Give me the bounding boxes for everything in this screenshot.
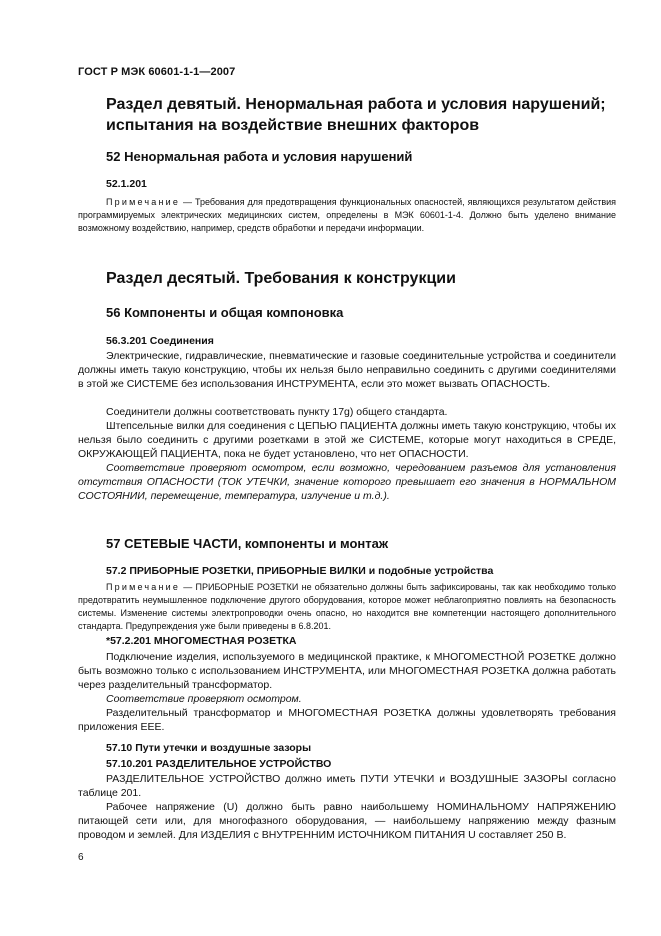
paragraph-text: Соответствие проверяют осмотром. (106, 693, 302, 705)
paragraph-56-1 (78, 349, 616, 391)
part-nine-title (106, 94, 626, 136)
note-label: Примечание (106, 582, 181, 592)
paragraph-text: Штепсельные вилки для соединения с ЦЕПЬЮ ПАЦИЕНТА должны иметь такую конструкцию, чтобы их нельзя было соединить с другими розетками в этой же СИСТЕМЕ, которые могут находиться в СРЕДЕ, ОКРУЖАЮЩЕЙ ПАЦИЕНТА, пока не будет установлено, что нет ОПАСНОСТИ. (78, 420, 616, 460)
paragraph-57-3 (78, 772, 616, 800)
paragraph-56-2 (78, 405, 616, 419)
paragraph-57-2 (78, 706, 616, 734)
document-header: ГОСТ Р МЭК 60601-1-1—2007 (78, 66, 236, 78)
note-text: — Требования для предотвращения функциональных опасностей, являющихся результатом действия программируемых электрических медицинских систем, определены в МЭК 60601-1-4. Должно быть уделено внимание возможному воздействию, например, средств обработки и передачи информации. (78, 197, 616, 233)
paragraph-text: Разделительный трансформатор и МНОГОМЕСТНАЯ РОЗЕТКА должны удовлетворять требования приложения ЕЕЕ. (78, 707, 616, 733)
paragraph-text: Соответствие проверяют осмотром, если возможно, чередованием разъемов для установления отсутствия ОПАСНОСТИ (ТОК УТЕЧКИ, значение которого превышает его значения в НОРМАЛЬНОМ СОСТОЯНИИ, перемещение, температура, излучение и т.д.). (78, 462, 616, 502)
note-label: Примечание (106, 197, 181, 207)
paragraph-57-4 (78, 800, 616, 842)
note-52 (78, 196, 616, 235)
paragraph-text: РАЗДЕЛИТЕЛЬНОЕ УСТРОЙСТВО должно иметь ПУТИ УТЕЧКИ и ВОЗДУШНЫЕ ЗАЗОРЫ согласно таблице 201. (78, 773, 616, 799)
clause-56-3-201: 56.3.201 Соединения (106, 335, 214, 347)
paragraph-56-3 (78, 419, 616, 461)
part-nine-title-line2: испытания на воздействие внешних факторов (106, 117, 480, 134)
section-52-title: 52 Ненормальная работа и условия нарушений (106, 149, 413, 164)
part-nine-title-line1: Раздел девятый. Ненормальная работа и условия нарушений; (106, 96, 606, 113)
paragraph-57-1 (78, 650, 616, 692)
clause-57-10-201: 57.10.201 РАЗДЕЛИТЕЛЬНОЕ УСТРОЙСТВО (106, 758, 332, 770)
section-56-title: 56 Компоненты и общая компоновка (106, 305, 344, 320)
paragraph-text: Подключение изделия, используемого в медицинской практике, к МНОГОМЕСТНОЙ РОЗЕТКЕ должно быть возможно только с использованием ИНСТРУМЕНТА, или МНОГОМЕСТНАЯ РОЗЕТКА должна работать через разделительный трансформатор. (78, 651, 616, 691)
paragraph-57-compliance (78, 692, 616, 706)
clause-57-2-201: *57.2.201 МНОГОМЕСТНАЯ РОЗЕТКА (106, 635, 297, 647)
clause-52-1-201: 52.1.201 (106, 178, 147, 190)
clause-57-10: 57.10 Пути утечки и воздушные зазоры (106, 742, 312, 754)
paragraph-text: Соединители должны соответствовать пункту 17g) общего стандарта. (106, 406, 448, 418)
paragraph-text: Электрические, гидравлические, пневматические и газовые соединительные устройства и соединители должны иметь такую конструкцию, чтобы их нельзя было неправильно соединить с другими соединителями в этой же СИСТЕМЕ без использования ИНСТРУМЕНТА, если это может вызвать ОПАСНОСТЬ. (78, 350, 616, 390)
note-text: — ПРИБОРНЫЕ РОЗЕТКИ не обязательно должны быть зафиксированы, так как необходимо только предотвратить неумышленное подключение другого оборудования, которое может неблагоприятно повлиять на безопасность системы. Изменение системы электропроводки очень опасно, но находится вне компетенции настоящего дополнительного стандарта. Предупреждения уже были приведены в 6.8.201. (78, 582, 616, 631)
paragraph-text: Рабочее напряжение (U) должно быть равно наибольшему НОМИНАЛЬНОМУ НАПРЯЖЕНИЮ питающей сети или, для многофазного оборудования, — наибольшему напряжению между фазным проводом и землей. Для ИЗДЕЛИЯ с ВНУТРЕННИМ ИСТОЧНИКОМ ПИТАНИЯ U составляет 250 В. (78, 801, 616, 841)
clause-57-2: 57.2 ПРИБОРНЫЕ РОЗЕТКИ, ПРИБОРНЫЕ ВИЛКИ и подобные устройства (106, 565, 494, 577)
section-57-title: 57 СЕТЕВЫЕ ЧАСТИ, компоненты и монтаж (106, 536, 389, 551)
paragraph-56-compliance (78, 461, 616, 503)
part-ten-title: Раздел десятый. Требования к конструкции (106, 270, 456, 287)
page-number: 6 (78, 852, 84, 863)
note-57 (78, 581, 616, 633)
